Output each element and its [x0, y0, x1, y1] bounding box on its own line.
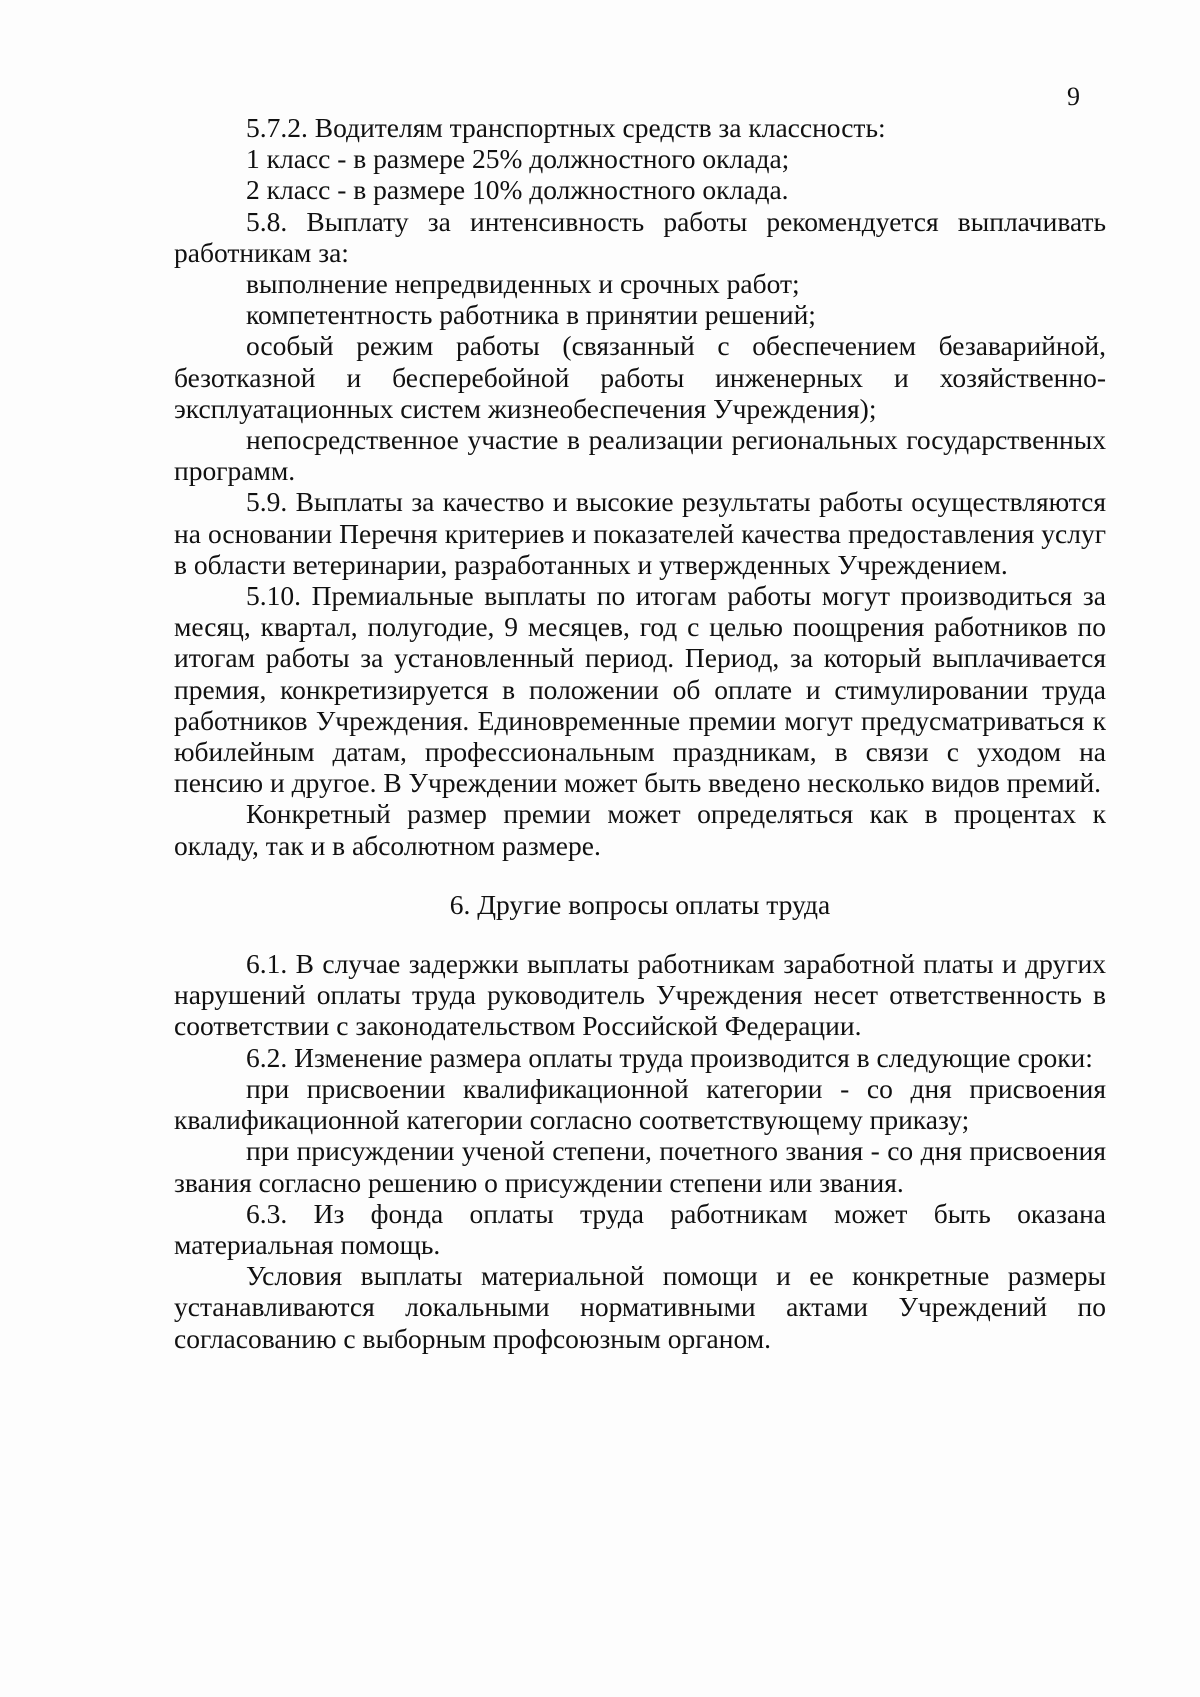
paragraph-6-3: 6.3. Из фонда оплаты труда работникам может быть оказана материальная помощь. [174, 1197, 1106, 1260]
paragraph-competence: компетентность работника в принятии решений; [246, 299, 816, 331]
paragraph-academic-degree: при присуждении ученой степени, почетного звания - со дня присвоения звания согласно решению о присуждении степени или звания. [174, 1135, 1106, 1198]
paragraph-bonus-size: Конкретный размер премии может определяться как в процентах к окладу, так и в абсолютном размере. [174, 798, 1106, 861]
paragraph-5-10: 5.10. Премиальные выплаты по итогам работы могут производиться за месяц, квартал, полугодие, 9 месяцев, год с целью поощрения работников по итогам работы за установленный период. Период, за который выплачивается премия, конкретизируется в положении об оплате и стимулировании труда работников Учреждения. Единовременные премии могут предусматриваться к юбилейным датам, профессиональным праздникам, в связи с уходом на пенсию и другое. В Учреждении может быть введено несколько видов премий. [174, 580, 1106, 799]
document-body [174, 112, 1106, 1354]
page-number: 9 [1067, 82, 1080, 111]
paragraph-5-7-2: 5.7.2. Водителям транспортных средств за классность: [246, 112, 886, 143]
paragraph-qualification-category: при присвоении квалификационной категории - со дня присвоения квалификационной категории согласно соответствующему приказу; [174, 1072, 1106, 1136]
paragraph-5-9: 5.9. Выплаты за качество и высокие результаты работы осуществляются на основании Перечня критериев и показателей качества предоставления услуг в области ветеринарии, разработанных и утвержденных Учреждением. [174, 486, 1106, 580]
paragraph-class-1: 1 класс - в размере 25% должностного оклада; [246, 143, 790, 175]
paragraph-unforeseen-work: выполнение непредвиденных и срочных работ; [246, 268, 800, 300]
paragraph-5-8: 5.8. Выплату за интенсивность работы рекомендуется выплачивать работникам за: [174, 205, 1106, 268]
paragraph-material-aid-conditions: Условия выплаты материальной помощи и ее конкретные размеры устанавливаются локальными нормативными актами Учреждений по согласованию с выборным профсоюзным органом. [174, 1260, 1106, 1354]
paragraph-6-1: 6.1. В случае задержки выплаты работникам заработной платы и других нарушений оплаты труда руководитель Учреждения несет ответственность в соответствии с законодательством Российской Федерации. [174, 948, 1106, 1042]
paragraph-special-mode: особый режим работы (связанный с обеспечением безаварийной, безотказной и бесперебойной работы инженерных и хозяйственно-эксплуатационных систем жизнеобеспечения Учреждения); [174, 330, 1106, 424]
paragraph-regional-programs: непосредственное участие в реализации региональных государственных программ. [174, 424, 1106, 487]
paragraph-6-2: 6.2. Изменение размера оплаты труда производится в следующие сроки: [246, 1041, 1093, 1073]
paragraph-class-2: 2 класс - в размере 10% должностного оклада. [246, 174, 789, 206]
section-6-heading: 6. Другие вопросы оплаты труда [449, 888, 831, 920]
